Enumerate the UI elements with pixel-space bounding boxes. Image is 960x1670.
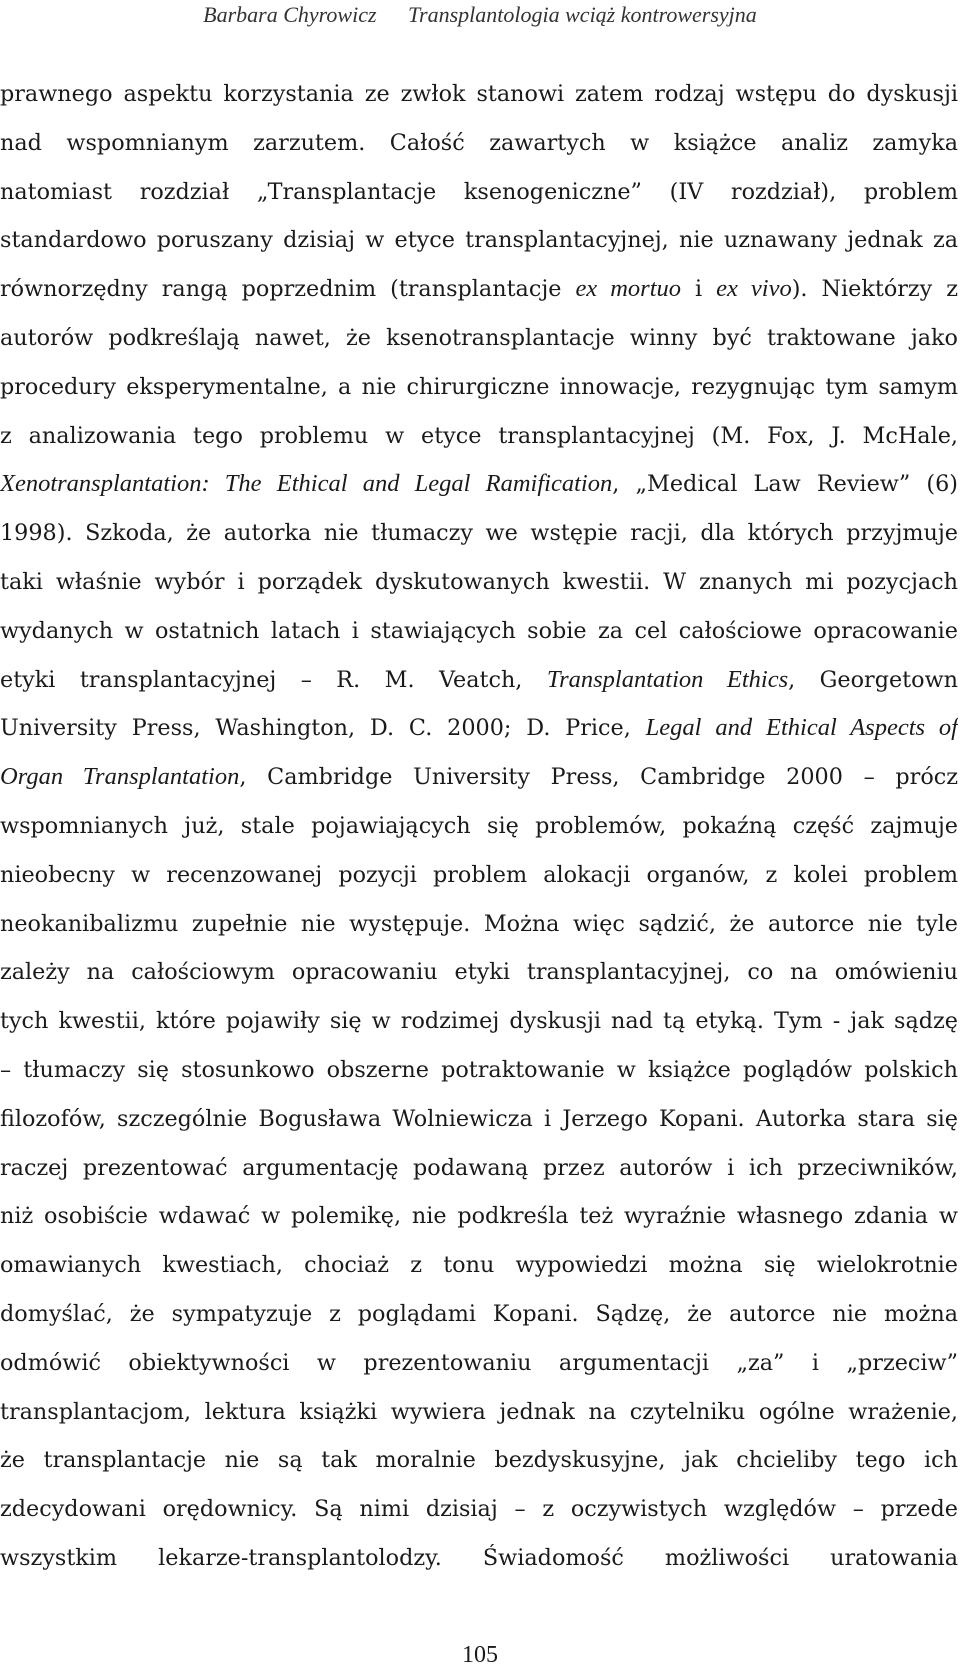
text-line (0, 363, 958, 412)
text-segment: omawianych kwestiach, chociaż z tonu wypowiedzi można się wielokrotnie (0, 1252, 958, 1279)
text-line (0, 1144, 958, 1193)
text-line (0, 656, 958, 705)
text-segment: taki właśnie wybór i porządek dyskutowanych kwestii. W znanych mi pozycjach (0, 568, 958, 595)
text-segment: procedury eksperymentalne, a nie chirurgiczne innowacje, rezygnując tym samym (0, 373, 958, 400)
text-line (0, 997, 958, 1046)
italic-text: Transplantation Ethics (546, 665, 789, 693)
italic-text: Xenotransplantation: The Ethical and Legal Ramification (0, 470, 613, 498)
text-segment: neokanibalizmu zupełnie nie występuje. Można więc sądzić, że autorce nie tyle (0, 910, 958, 937)
text-line (0, 1241, 958, 1290)
text-segment: tych kwestii, które pojawiły się w rodzimej dyskusji nad tą etyką. Tym - jak sądzę (0, 1008, 958, 1035)
text-line (0, 509, 958, 558)
text-segment: autorów podkreślają nawet, że ksenotransplantacje winny być traktowane jako (0, 324, 958, 351)
text-line (0, 1485, 958, 1534)
text-line (0, 265, 958, 314)
text-line (0, 168, 958, 217)
text-segment: filozofów, szczególnie Bogusława Wolniewicza i Jerzego Kopani. Autorka stara się (0, 1105, 958, 1132)
text-segment: prawnego aspektu korzystania ze zwłok stanowi zatem rodzaj wstępu do dyskusji (0, 81, 958, 107)
text-line (0, 851, 958, 900)
text-segment: , Georgetown (788, 666, 958, 693)
text-segment: nad wspomnianym zarzutem. Całość zawartych w książce analiz zamyka (0, 129, 958, 156)
text-segment: niż osobiście wdawać w polemikę, nie podkreśla też wyraźnie własnego zdania w (0, 1203, 958, 1230)
text-segment: z analizowania tego problemu w etyce transplantacyjnej (M. Fox, J. McHale, (0, 422, 958, 449)
text-line (0, 460, 958, 509)
text-line (0, 1388, 958, 1437)
text-segment: odmówić obiektywności w prezentowaniu argumentacji „za” i „przeciw” (0, 1349, 958, 1376)
text-line (0, 948, 958, 997)
text-segment: standardowo poruszany dzisiaj w etyce transplantacyjnej, nie uznawany jednak za (0, 227, 958, 254)
text-segment: University Press, Washington, D. C. 2000; D. Price, (0, 715, 646, 742)
text-segment: , „Medical Law Review” (6) (612, 471, 958, 498)
text-line (0, 900, 958, 949)
text-segment: zależy na całościowym opracowaniu etyki transplantacyjnej, co na omówieniu (0, 959, 958, 986)
text-segment: wspomnianych już, stale pojawiających się problemów, pokaźną część zajmuje (0, 812, 958, 839)
text-segment: wszystkim lekarze-transplantolodzy. Świadomość możliwości uratowania (0, 1544, 958, 1571)
text-segment: raczej prezentować argumentację podawaną przez autorów i ich przeciwników, (0, 1154, 958, 1181)
page-number: 105 (462, 1642, 498, 1668)
text-segment: równorzędny rangą poprzednim (transplantacje (0, 276, 576, 303)
text-segment: transplantacjom, lektura książki wywiera jednak na czytelniku ogólne wrażenie, (0, 1398, 958, 1425)
text-line (0, 1290, 958, 1339)
text-segment: etyki transplantacyjnej – R. M. Veatch, (0, 666, 547, 693)
text-segment: zdecydowani orędownicy. Są nimi dzisiaj – z oczywistych względów – przede (0, 1496, 958, 1523)
text-segment: – tłumaczy się stosunkowo obszerne potraktowanie w książce poglądów polskich (0, 1056, 958, 1083)
text-segment: nieobecny w recenzowanej pozycji problem alokacji organów, z kolei problem (0, 861, 958, 888)
text-line (0, 1436, 958, 1485)
body-text (0, 70, 958, 1583)
text-line (0, 1095, 958, 1144)
text-line (0, 704, 958, 753)
text-segment: domyślać, że sympatyzuje z poglądami Kopani. Sądzę, że autorce nie można (0, 1300, 958, 1327)
text-line (0, 70, 958, 119)
text-line (0, 412, 958, 461)
text-line (0, 607, 958, 656)
text-line (0, 802, 958, 851)
text-segment: i (681, 276, 717, 303)
text-line (0, 1046, 958, 1095)
text-line (0, 558, 958, 607)
header-title: Transplantologia wciąż kontrowersyjna (408, 2, 757, 27)
text-segment: natomiast rozdział „Transplantacje ksenogeniczne” (IV rozdział), problem (0, 178, 958, 205)
text-line (0, 1534, 958, 1583)
text-line (0, 1339, 958, 1388)
text-line (0, 314, 958, 363)
text-segment: ). Niektórzy z (791, 276, 958, 303)
text-segment: że transplantacje nie są tak moralnie bezdyskusyjne, jak chcieliby tego ich (0, 1447, 958, 1474)
italic-text: Organ Transplantation (0, 763, 240, 791)
text-line (0, 216, 958, 265)
italic-text: Legal and Ethical Aspects of (645, 714, 958, 742)
text-segment: wydanych w ostatnich latach i stawiających sobie za cel całościowe opracowanie (0, 617, 958, 644)
text-line (0, 1192, 958, 1241)
text-segment: , Cambridge University Press, Cambridge 2000 – prócz (239, 764, 958, 791)
running-header (0, 0, 960, 30)
italic-text: ex vivo (716, 275, 792, 303)
header-author: Barbara Chyrowicz (203, 2, 377, 27)
italic-text: ex mortuo (575, 275, 682, 303)
text-segment: 1998). Szkoda, że autorka nie tłumaczy we wstępie racji, dla których przyjmuje (0, 520, 958, 547)
text-line (0, 119, 958, 168)
text-line (0, 753, 958, 802)
